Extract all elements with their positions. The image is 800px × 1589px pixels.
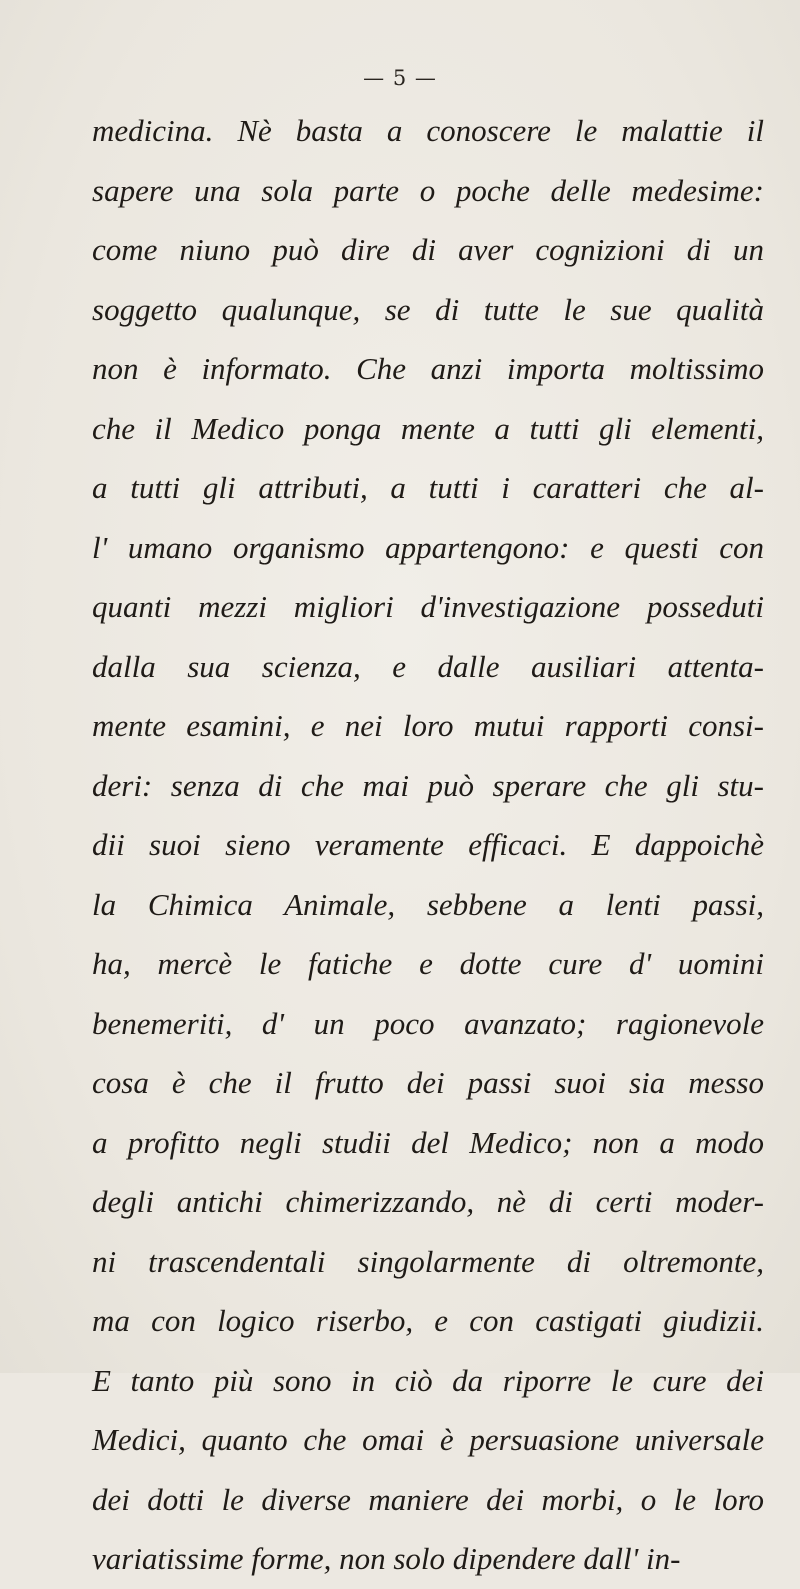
text-line: l' umano organismo appartengono: e questi con: [92, 529, 764, 565]
text-line: variatissime forme, non solo dipendere dall' in-: [92, 1541, 681, 1576]
text-line: come niuno può dire di aver cognizioni di un: [92, 232, 764, 267]
text-line: sapere una sola parte o poche delle medesime:: [92, 172, 764, 208]
text-line: medicina. Nè basta a conoscere le malattie il: [92, 113, 764, 148]
text-line: deri: senza di che mai può sperare che gli stu-: [92, 767, 764, 803]
text-line: la Chimica Animale, sebbene a lenti passi,: [92, 886, 764, 922]
text-line: E tanto più sono in ciò da riporre le cure dei: [92, 1362, 764, 1398]
text-line: dalla sua scienza, e dalle ausiliari attenta-: [92, 648, 764, 684]
text-line: soggetto qualunque, se di tutte le sue qualità: [92, 291, 764, 327]
body-text: [92, 101, 764, 1589]
text-line: Medici, quanto che omai è persuasione universale: [92, 1422, 764, 1457]
text-line: non è informato. Che anzi importa moltissimo: [92, 351, 764, 386]
text-line: cosa è che il frutto dei passi suoi sia messo: [92, 1065, 764, 1100]
text-line: mente esamini, e nei loro mutui rapporti consi-: [92, 708, 764, 743]
text-line: che il Medico ponga mente a tutti gli elementi,: [92, 410, 764, 446]
text-line: a tutti gli attributi, a tutti i caratteri che al-: [92, 470, 764, 505]
page-number: — 5 —: [363, 66, 437, 90]
text-line: ma con logico riserbo, e con castigati giudizii.: [92, 1303, 764, 1338]
text-line: quanti mezzi migliori d'investigazione posseduti: [92, 589, 764, 624]
text-line: degli antichi chimerizzando, nè di certi moder-: [92, 1184, 764, 1219]
text-line: dii suoi sieno veramente efficaci. E dappoichè: [92, 827, 764, 862]
text-line: dei dotti le diverse maniere dei morbi, o le loro: [92, 1481, 764, 1517]
text-line: ni trascendentali singolarmente di oltremonte,: [92, 1243, 764, 1279]
text-line: a profitto negli studii del Medico; non a modo: [92, 1124, 764, 1160]
text-line: ha, mercè le fatiche e dotte cure d' uomini: [92, 946, 764, 981]
text-line: benemeriti, d' un poco avanzato; ragionevole: [92, 1005, 764, 1041]
